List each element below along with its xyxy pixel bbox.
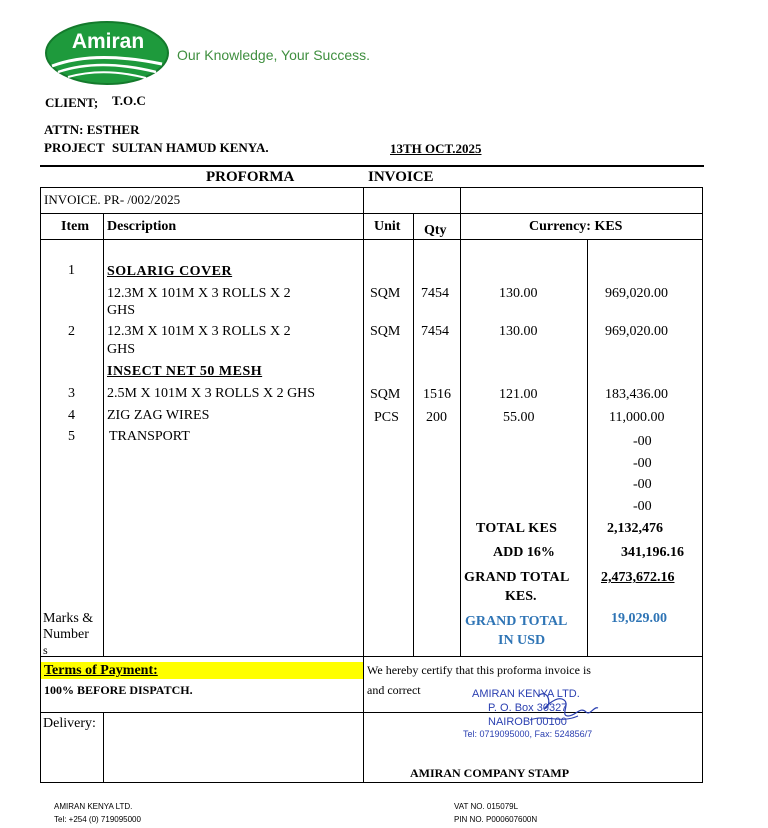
row-unit: PCS [374, 410, 399, 425]
row-price: 130.00 [499, 324, 538, 339]
footer-company: AMIRAN KENYA LTD. [54, 802, 133, 811]
certify-text: and correct [367, 683, 421, 697]
row-qty: 7454 [421, 286, 449, 301]
invoice-number: INVOICE. PR- /002/2025 [44, 192, 181, 207]
delivery-label: Delivery: [43, 716, 96, 731]
row-unit: SQM [370, 324, 401, 339]
usd-total-value: 19,029.00 [611, 611, 667, 626]
stamp-tel: Tel: 0719095000, Fax: 524856/7 [463, 729, 593, 739]
row-amount: -00 [633, 456, 652, 471]
row-desc: ZIG ZAG WIRES [107, 408, 210, 423]
client-label: CLIENT; [45, 95, 99, 110]
col-qty: Qty [424, 223, 447, 238]
grand-total-value: 2,473,672.16 [601, 570, 675, 585]
certify-text: We hereby certify that this proforma invoice is [367, 663, 591, 677]
grand-total-label-currency: KES. [505, 589, 537, 604]
row-qty: 200 [426, 410, 447, 425]
item-number: 3 [68, 386, 75, 401]
section-insect-net: INSECT NET 50 MESH [107, 364, 263, 379]
grand-total-label: GRAND TOTAL [464, 570, 570, 585]
footer-pin: PIN NO. P000607600N [454, 815, 538, 824]
row-qty: 1516 [423, 387, 451, 402]
row-amount: -00 [633, 434, 652, 449]
section-solarig: SOLARIG COVER [107, 264, 233, 279]
item-number: 2 [68, 324, 75, 339]
item-number: 4 [68, 408, 75, 423]
vat-label: ADD 16% [493, 545, 555, 560]
total-value: 2,132,476 [607, 521, 663, 536]
row-amount: -00 [633, 477, 652, 492]
footer-tel: Tel: +254 (0) 719095000 [54, 815, 141, 824]
usd-total-label: GRAND TOTAL [465, 614, 568, 629]
title-top-rule [40, 165, 704, 167]
marks-label: Marks & [43, 611, 94, 626]
col-item: Item [61, 219, 89, 234]
vat-value: 341,196.16 [621, 545, 684, 560]
row-amount: -00 [633, 499, 652, 514]
row-amount: 11,000.00 [609, 410, 665, 425]
row-desc: 12.3M X 101M X 3 ROLLS X 2 [107, 286, 291, 301]
row-desc: TRANSPORT [109, 429, 190, 444]
logo-text: Amiran [71, 30, 145, 53]
company-tagline: Our Knowledge, Your Success. [177, 47, 371, 63]
row-desc: GHS [107, 342, 136, 357]
terms-label: Terms of Payment: [44, 663, 158, 678]
attn-line: ATTN: ESTHER [44, 122, 140, 137]
stamp-name: AMIRAN KENYA LTD. [472, 688, 580, 700]
signature-image [520, 686, 600, 730]
row-amount: 183,436.00 [605, 387, 668, 402]
row-price: 55.00 [503, 410, 535, 425]
item-number: 1 [68, 263, 75, 278]
marks-label: s [43, 643, 48, 657]
usd-total-label-2: IN USD [498, 633, 546, 648]
total-label: TOTAL KES [476, 521, 558, 536]
row-unit: SQM [370, 387, 401, 402]
project-label: PROJECT [44, 140, 105, 155]
row-desc: 12.3M X 101M X 3 ROLLS X 2 [107, 324, 291, 339]
stamp-caption: AMIRAN COMPANY STAMP [410, 766, 570, 780]
stamp-city: NAIROBI 00100 [488, 716, 567, 728]
title-invoice: INVOICE [368, 169, 434, 185]
terms-value: 100% BEFORE DISPATCH. [44, 683, 193, 697]
row-price: 121.00 [499, 387, 538, 402]
col-unit: Unit [374, 219, 401, 234]
title-proforma: PROFORMA [206, 169, 295, 185]
footer-vat: VAT NO. 015079L [454, 802, 519, 811]
marks-label: Number [43, 627, 89, 642]
col-description: Description [107, 219, 177, 234]
row-desc: GHS [107, 303, 136, 318]
stamp-box: P. O. Box 30327 [488, 702, 568, 714]
row-amount: 969,020.00 [605, 286, 668, 301]
project-value: SULTAN HAMUD KENYA. [112, 140, 269, 155]
col-currency: Currency: KES [529, 219, 623, 234]
row-desc: 2.5M X 101M X 3 ROLLS X 2 GHS [107, 386, 316, 401]
client-value: T.O.C [112, 93, 146, 108]
invoice-date: 13TH OCT.2025 [390, 141, 482, 156]
row-qty: 7454 [421, 324, 449, 339]
row-unit: SQM [370, 286, 401, 301]
row-price: 130.00 [499, 286, 538, 301]
item-number: 5 [68, 429, 75, 444]
row-amount: 969,020.00 [605, 324, 668, 339]
